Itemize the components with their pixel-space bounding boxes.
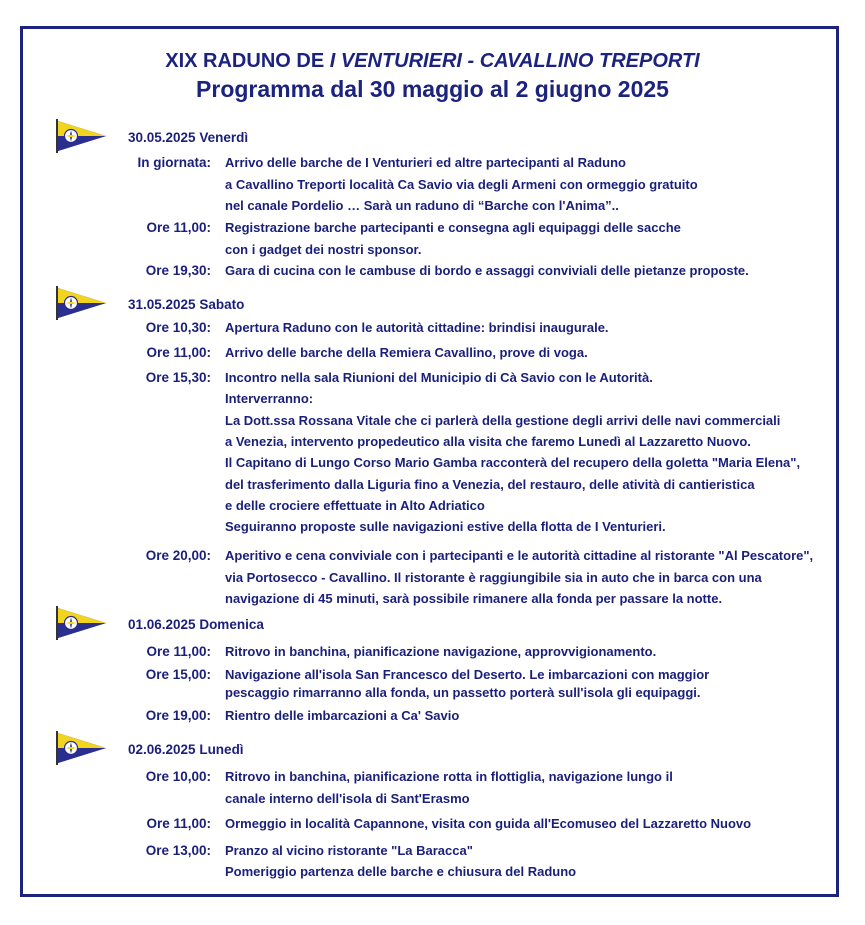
event-time: Ore 20,00: [145, 548, 211, 563]
burgee-flag-icon [56, 606, 108, 640]
event-time: Ore 19,30: [145, 263, 211, 278]
event-description-line: Pomeriggio partenza delle barche e chiusura del Raduno [225, 864, 577, 879]
event-description-line: via Portosecco - Cavallino. Il ristorante è raggiungibile sia in auto che in barca con una [225, 569, 762, 585]
event-description-line: Pranzo al vicino ristorante "La Baracca" [225, 843, 473, 858]
event-time: Ore 11,00: [146, 644, 211, 659]
day-heading: 30.05.2025 Venerdì [128, 130, 249, 145]
event-description-line: Ritrovo in banchina, pianificazione rotta in flottiglia, navigazione lungo il [225, 769, 673, 784]
event-description-line: Incontro nella sala Riunioni del Municipio di Cà Savio con le Autorità. [225, 370, 653, 385]
event-time: Ore 10,30: [145, 320, 211, 335]
event-time: Ore 11,00: [146, 816, 211, 831]
event-time: In giornata: [137, 155, 211, 170]
day-heading: 31.05.2025 Sabato [128, 297, 245, 312]
event-description-line: pescaggio rimarranno alla fonda, un passetto porterà sull'isola gli equipaggi. [225, 685, 701, 700]
event-description-line: Rientro delle imbarcazioni a Ca' Savio [225, 708, 460, 723]
event-time: Ore 11,00: [146, 345, 211, 360]
event-time: Ore 11,00: [146, 220, 211, 235]
event-description-line: Navigazione all'isola San Francesco del Deserto. Le imbarcazioni con maggior [225, 667, 710, 682]
event-time: Ore 19,00: [145, 708, 211, 723]
event-description-line: del trasferimento dalla Liguria fino a Venezia, del restauro, delle atività di cantieristica [225, 476, 755, 492]
title-emphasis: I VENTURIERI - CAVALLINO TREPORTI [329, 50, 700, 72]
event-time: Ore 15,00: [145, 667, 211, 682]
event-description-line: Apertura Raduno con le autorità cittadine: brindisi inaugurale. [225, 320, 609, 335]
event-description-line: Arrivo delle barche della Remiera Cavallino, prove di voga. [225, 345, 588, 360]
page-subtitle: Programma dal 30 maggio al 2 giugno 2025 [196, 76, 669, 102]
day-heading: 02.06.2025 Lunedì [128, 742, 244, 757]
event-description-line: Seguiranno proposte sulle navigazioni estive della flotta de I Venturieri. [225, 519, 666, 535]
title-prefix: XIX RADUNO DE [165, 50, 330, 72]
event-description-line: Ormeggio in località Capannone, visita con guida all'Ecomuseo del Lazzaretto Nuovo [225, 816, 752, 831]
event-time: Ore 13,00: [145, 843, 211, 858]
event-description-line: Aperitivo e cena conviviale con i partecipanti e le autorità cittadine al ristorante "Al Pescatore", [225, 548, 814, 563]
day-heading: 01.06.2025 Domenica [128, 617, 264, 632]
event-description-line: con i gadget dei nostri sponsor. [225, 241, 422, 257]
event-description-line: Ritrovo in banchina, pianificazione navigazione, approvvigionamento. [225, 644, 657, 659]
event-description-line: Arrivo delle barche de I Venturieri ed altre partecipanti al Raduno [225, 155, 626, 170]
event-description-line: navigazione di 45 minuti, sarà possibile rimanere alla fonda per passare la notte. [225, 591, 723, 606]
event-description-line: a Venezia, intervento propedeutico alla visita che faremo Lunedì al Lazzaretto Nuovo. [225, 433, 751, 449]
event-description-line: canale interno dell'isola di Sant'Erasmo [225, 791, 470, 806]
event-description-line: a Cavallino Treporti località Ca Savio via degli Armeni con ormeggio gratuito [225, 176, 698, 192]
event-time: Ore 10,00: [145, 769, 211, 784]
page-title [0, 50, 865, 73]
burgee-flag-icon [56, 119, 108, 153]
event-description-line: nel canale Pordelio … Sarà un raduno di “Barche con l'Anima”.. [225, 198, 619, 213]
burgee-flag-icon [56, 731, 108, 765]
event-description-line: e delle crociere effettuate in Alto Adriatico [225, 497, 485, 513]
event-description-line: Il Capitano di Lungo Corso Mario Gamba racconterà del recupero della goletta "Maria Elena", [225, 455, 801, 471]
event-description-line: Registrazione barche partecipanti e consegna agli equipaggi delle sacche [225, 220, 681, 235]
burgee-flag-icon [56, 286, 108, 320]
event-description-line: Interverranno: [225, 391, 314, 407]
event-time: Ore 15,30: [145, 370, 211, 385]
event-description-line: Gara di cucina con le cambuse di bordo e assaggi conviviali delle pietanze proposte. [225, 263, 749, 278]
event-description-line: La Dott.ssa Rossana Vitale che ci parlerà della gestione degli arrivi delle navi commerciali [225, 412, 781, 428]
